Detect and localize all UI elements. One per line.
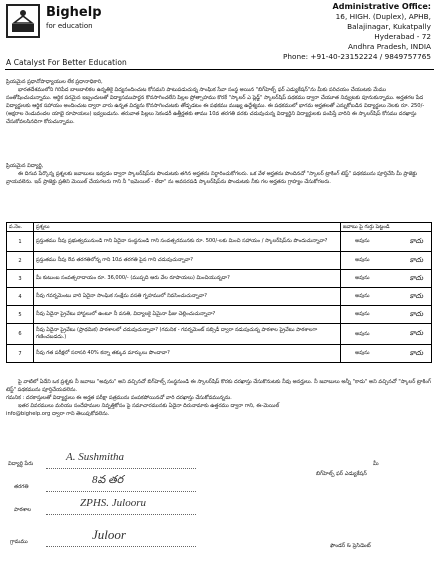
- office-line: Balajinagar, Kukatpally: [347, 22, 431, 31]
- yes-option[interactable]: అవును: [355, 257, 370, 263]
- question-text: నీవు ఏదైనా ప్రైవేటు (ప్రాథమిక) పాఠశాలలో చదువుచున్నావా? (గమనిక - గవర్నమెంట్ సబ్సిడీ ద్వారా నడుపుచున్న పాఠశాల ప్రైవేటు పాఠశాలగా గణించబడదు.): [34, 324, 341, 345]
- student-name-line: [46, 468, 196, 469]
- brand-subtitle: for education: [46, 22, 93, 30]
- col-question: ప్రశ్నలు: [34, 223, 341, 232]
- question-text: ప్రస్తుతము నీవు ప్రభుత్వమునుండి గాని ఏదైనా సంస్థనుండి గాని సంవత్సరమునకు రూ. 500/-లకు మించి సహాయం / స్కాలర్‌షిప్‌ను పొందుచున్నావా?: [34, 232, 341, 252]
- email-note: info@bighelp.org ద్వారా గాని తెలుపుకోవలెను.: [6, 411, 110, 417]
- eligibility-note: పై వాటిలో ఏదేని ఒక ప్రశ్నకు నీ జవాబు "అవును" అని వచ్చినచో బిగ్‌హెల్ప్ సంస్థనుండి ఈ స్కాలర్‌షిప్ కొరకు దరఖాస్తు చేసుకొనుటకు నీవు అనర్హులు. నీ జవాబులు అన్నీ "కాదు" అని వచ్చినచో "స్కాలర్ ట్రాకింగ్ టెస్ట్" పథకమును పూర్తిచేయవలెను.: [6, 379, 431, 393]
- no-option-marked[interactable]: కాదు: [409, 236, 423, 245]
- no-option-marked[interactable]: కాదు: [409, 255, 423, 264]
- col-answer: జవాబు పై గుర్తు పెట్టండి: [341, 223, 432, 232]
- office-address: [221, 2, 431, 62]
- village-label: గ్రామము: [10, 539, 28, 545]
- yes-option[interactable]: అవును: [355, 293, 370, 299]
- table-row: 1 ప్రస్తుతము నీవు ప్రభుత్వమునుండి గాని ఏదైనా సంస్థనుండి గాని సంవత్సరమునకు రూ. 500/-లకు మించి సహాయం / స్కాలర్‌షిప్‌ను పొందుచున్నావా? అవును కాదు: [7, 232, 432, 252]
- school-line: [46, 514, 196, 515]
- yes-option[interactable]: అవును: [355, 238, 370, 244]
- yes-option[interactable]: అవును: [355, 275, 370, 281]
- question-text: నీవు గవర్నమెంటు వారి ఏదైనా సాంఘిక సంక్షేమ వసతి గృహములో నివసించుచున్నావా?: [34, 288, 341, 306]
- question-text: మీ కుటుంబ సంవత్సరాదాయం రూ. 36,000/- (ముప్పది ఆరు వేల రూపాయలు) మించియున్నదా?: [34, 270, 341, 288]
- office-title: Administrative Office:: [332, 2, 431, 11]
- question-text: ప్రస్తుతము నీవు 8వ తరగతిలోన్న గాని 10వ తరగతి పైన గాని చదువుచున్నావా?: [34, 252, 341, 270]
- organisation-name: బిగ్‌హెల్ప్ ఫర్ ఎడ్యుకేషన్: [316, 471, 367, 477]
- student-name-value[interactable]: A. Sushmitha: [66, 451, 125, 463]
- table-row: 3 మీ కుటుంబ సంవత్సరాదాయం రూ. 36,000/- (ముప్పది ఆరు వేల రూపాయలు) మించియున్నదా? అవును కాదు: [7, 270, 432, 288]
- no-option-marked[interactable]: కాదు: [409, 273, 423, 282]
- yes-option[interactable]: అవును: [355, 330, 370, 337]
- no-option-marked[interactable]: కాదు: [409, 348, 423, 357]
- letter-paragraph: భారతదేశములోని గిరిపేద బాలబాలికల ఉన్నతికై విద్యనందించుట కోసమని పాటుపడుచున్న సాంఘిక సేవా సంస్థ అయిన "బిగ్‌హెల్ప్ ఫర్ ఎడ్యుకేషన్"ను మీకు పరిచయం చేయుటకు మేము సంతోషించుచున్నాము. ఆర్థిక పరమైన ఇబ్బందులతో విద్యాసముపార్జన కొనసాగించలేని పిల్లల ప్రోత్సాహము కొరకే "స్కాలర్ ఎ ప్లెడ్జ్" స్కాలర్‌షిప్ పథకము ద్వారా చేయూత నివ్వుటకు పూనుకున్నాము. అర్హతగల పేద విద్యార్థులకు ఆర్థిక సహాయం అందించుట ద్వారా వారు ఉన్నత విద్యను కొనసాగించుటకు తోడ్పడటం ఈ పథకము ముఖ్య ఉద్దేశ్యము. ఈ పథకములో భాగమ అర్హతలతో ఎన్నుకోబడిన విద్యార్థులు నెలకు రూ. 250/- (అక్షరాల రెండువందల యాభై రూపాయలు) ఇవ్వబడును. తరువాత పిల్లలు సెకండరీ ఉత్తీర్ణతకు తాము 10వ తరగతి వరకు చదువుచున్న విద్యార్థిని విద్యార్థులకు పంపిస్తే వారిని ఈ స్కాలర్‌షిప్ కోసము దరఖాస్తు చేసుకోవలసినదిగా కోరుచున్నాము.: [6, 87, 425, 125]
- office-line: Andhra Pradesh, INDIA: [348, 42, 431, 51]
- letter-to-headmaster: [6, 78, 431, 126]
- notes-section: [6, 378, 431, 418]
- village-value[interactable]: Juloor: [92, 527, 126, 542]
- closing-word: మీ: [373, 461, 379, 467]
- table-row: 2 ప్రస్తుతము నీవు 8వ తరగతిలోన్న గాని 10వ తరగతి పైన గాని చదువుచున్నావా? అవును కాదు: [7, 252, 432, 270]
- table-row: 7 నీవు గత పరీక్షలో సరాసరి 40% కన్నా తక్కువ మార్కులు పొందావా? అవును కాదు: [7, 345, 432, 363]
- table-header-row: [7, 223, 432, 232]
- col-serial: వ.నెం.: [7, 223, 34, 232]
- class-value[interactable]: 8వ తర: [92, 474, 124, 486]
- table-row: 4 నీవు గవర్నమెంటు వారి ఏదైనా సాంఘిక సంక్షేమ వసతి గృహములో నివసించుచున్నావా? అవును కాదు: [7, 288, 432, 306]
- header-divider: [5, 69, 434, 70]
- question-text: నీవు గత పరీక్షలో సరాసరి 40% కన్నా తక్కువ మార్కులు పొందావా?: [34, 345, 341, 363]
- office-phone: Phone: +91-40-23152224 / 9849757765: [283, 52, 431, 61]
- table-row: 5 నీవు ఏదైనా ప్రైవేటు హాస్టలులో ఉంటూ నీ వసతి, విద్యాలకై ఏమైనా ఫీజు చెల్లించుచున్నావా? అవును కాదు: [7, 306, 432, 324]
- class-line: [46, 491, 196, 492]
- founder-title: ఫౌండర్ & ప్రెసిడెంట్: [330, 543, 371, 549]
- yes-option[interactable]: అవును: [355, 311, 370, 317]
- contact-note: ఇతర వివరములు మరియు సందేహముల నివృత్తికోసం పై సమాచారమునకు ఏదైనా దిరునామాకు ఉత్తరము ద్వారా గాని, ఈ-మెయిల్: [18, 403, 280, 409]
- salutation: ప్రియమైన ప్రధానోపాధ్యాయుల లేక ప్రధానాధికారి,: [6, 79, 103, 85]
- tagline: A Catalyst For Better Education: [6, 58, 127, 67]
- office-line: Hyderabad - 72: [374, 32, 431, 41]
- letter-to-student: [6, 162, 431, 186]
- student-name-label: విద్యార్థి పేరు: [8, 461, 34, 467]
- salutation-student: ప్రియమైన విద్యార్థి,: [6, 163, 44, 169]
- school-value[interactable]: ZPHS. Julooru: [80, 497, 146, 509]
- table-row: 6 నీవు ఏదైనా ప్రైవేటు (ప్రాథమిక) పాఠశాలలో చదువుచున్నావా? (గమనిక - గవర్నమెంట్ సబ్సిడీ ద్వారా నడుపుచున్న పాఠశాల ప్రైవేటు పాఠశాలగా గణించబడదు.) అవును కాదు: [7, 324, 432, 345]
- eligibility-table: [6, 222, 432, 363]
- no-option-marked[interactable]: కాదు: [409, 291, 423, 300]
- question-text: నీవు ఏదైనా ప్రైవేటు హాస్టలులో ఉంటూ నీ వసతి, విద్యాలకై ఏమైనా ఫీజు చెల్లించుచున్నావా?: [34, 306, 341, 324]
- brand-name: Bighelp: [46, 5, 102, 20]
- no-option-marked[interactable]: కాదు: [409, 329, 423, 337]
- office-line: 16, HIGH. (Duplex), APHB,: [335, 12, 431, 21]
- book-icon: [6, 4, 40, 38]
- bighelp-logo: [6, 4, 131, 44]
- yes-option[interactable]: అవును: [355, 350, 370, 356]
- attention-note: గమనిక : దరకాస్తులతో విద్యార్థులు ఈ అర్హత పరీక్షా పత్రమును పంపకపోయినచో వారి దరఖాస్తు చేసుకోవమున్నను.: [6, 395, 232, 401]
- village-line: [46, 546, 196, 547]
- class-label: తరగతి: [14, 484, 29, 490]
- no-option-marked[interactable]: కాదు: [409, 309, 423, 318]
- student-paragraph: ఈ దిగువ పేర్కొన్న ప్రశ్నలకు జవాబులు ఇవ్వడం ద్వారా స్కాలర్‌షిప్‌ను పొందుటకు తగిన అర్హతను నిర్ధారించుకోగలరు. ఒక వేళ అర్హతను పొందినచో "స్కాలర్ ట్రాకింగ్ టెస్ట్" పథకమును పూర్తిచేసి మీ ప్రాజెక్టు వ్రాయవలెను. ఇన్ ప్రాజెక్టు ప్రతిని మెయిల్ చేయగలరు గాని నీ "ఇమెయిల్ - లేదా" ను అవసరపడి స్కాలర్‌షిప్‌ను పొందుటకు నీకు గల అర్హతను గ్రాహ్యం చేసుకోగలరు.: [6, 171, 418, 185]
- school-label: పాఠశాల: [14, 507, 32, 513]
